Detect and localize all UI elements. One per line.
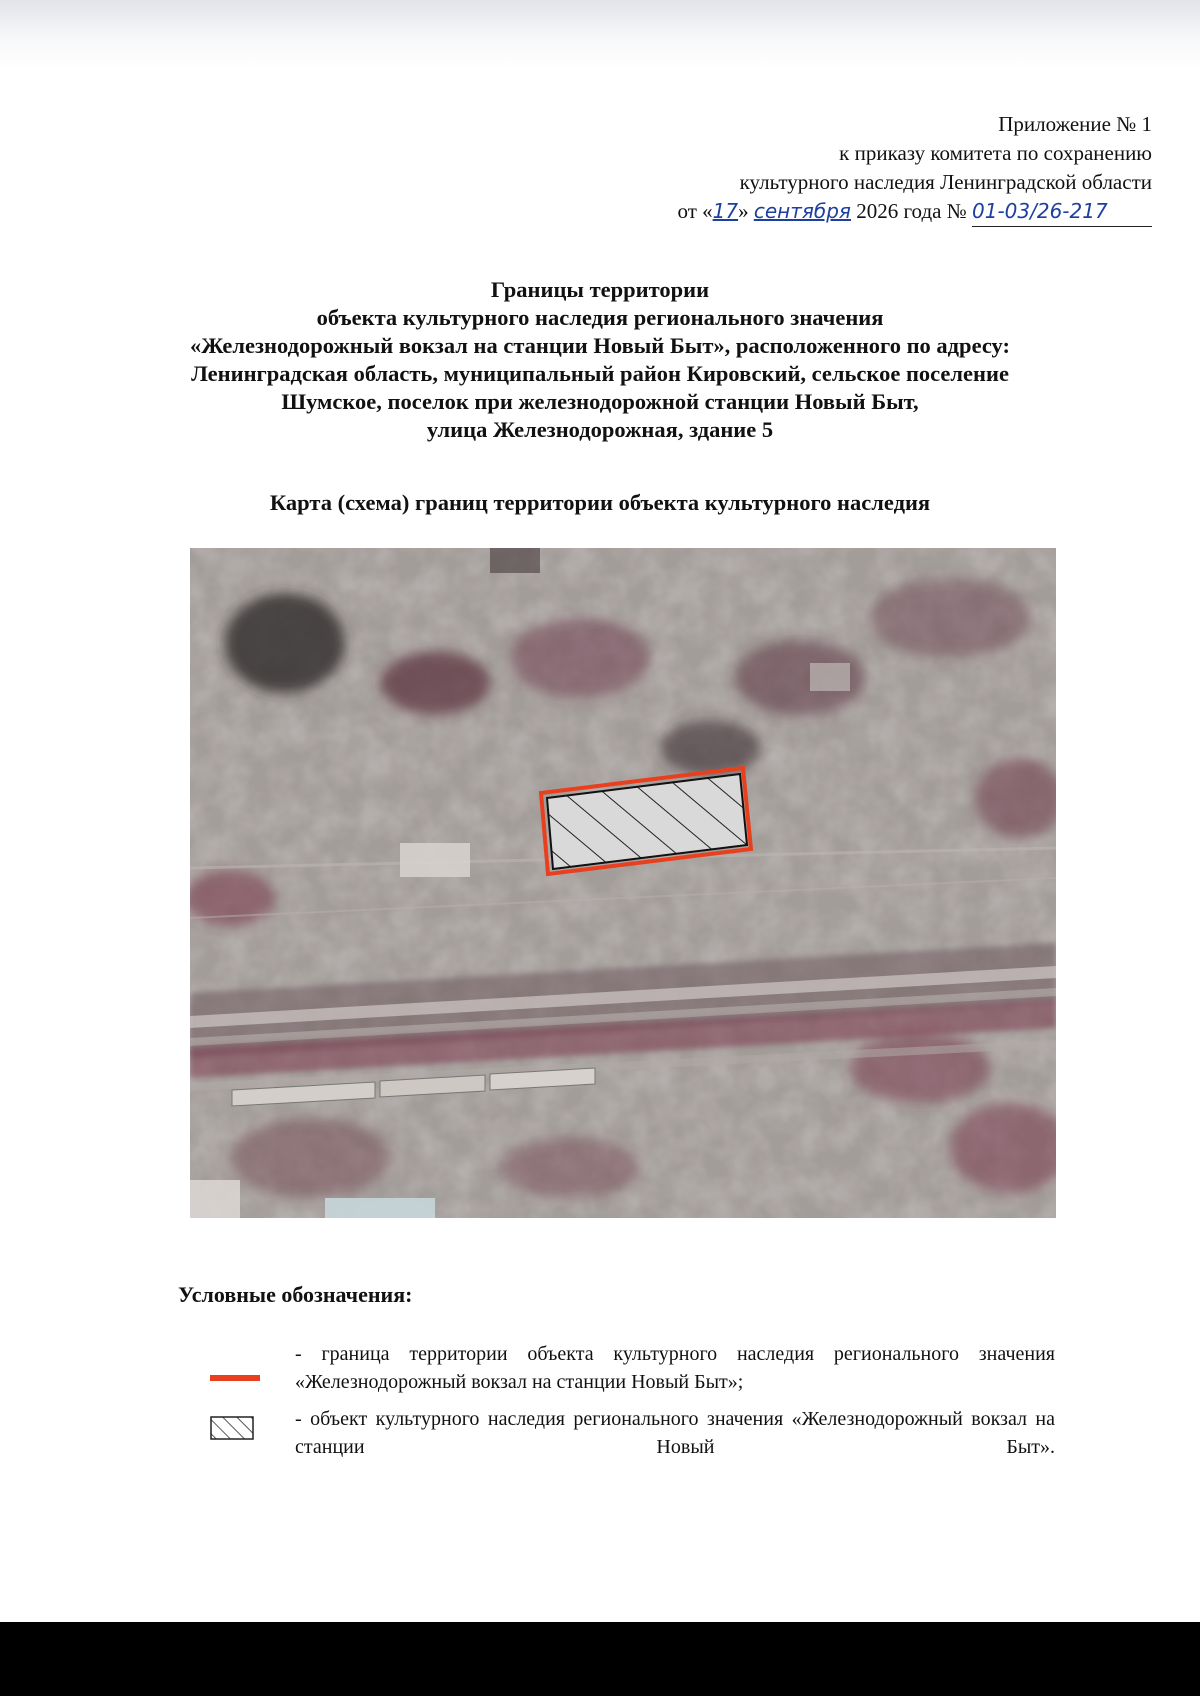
date-prefix: от « bbox=[677, 199, 713, 223]
document-title bbox=[60, 276, 1140, 444]
appendix-line-2: к приказу комитета по сохранению bbox=[839, 141, 1152, 165]
scan-bottom-band bbox=[0, 1622, 1200, 1696]
appendix-line-1: Приложение № 1 bbox=[998, 112, 1152, 136]
title-line-3: «Железнодорожный вокзал на станции Новый Быт», расположенного по адресу: bbox=[190, 333, 1010, 358]
legend-boundary-text: - граница территории объекта культурного наследия регионального значения «Железнодорожный вокзал на станции Новый Быт»; bbox=[295, 1343, 1055, 1393]
map-image bbox=[190, 548, 1056, 1218]
date-mid: » bbox=[738, 199, 749, 223]
map-title: Карта (схема) границ территории объекта культурного наследия bbox=[269, 490, 931, 515]
legend-item-boundary bbox=[210, 1340, 1055, 1400]
legend-title: Условные обозначения: bbox=[178, 1282, 413, 1307]
hatched-object-symbol bbox=[210, 1405, 260, 1445]
handwritten-month: сентября bbox=[753, 199, 851, 223]
scan-shadow bbox=[0, 0, 1200, 70]
legend-item-object bbox=[210, 1405, 1055, 1465]
title-line-5: Шумское, поселок при железнодорожной станции Новый Быт, bbox=[281, 389, 919, 414]
appendix-line-3: культурного наследия Ленинградской области bbox=[739, 170, 1152, 194]
title-line-1: Границы территории bbox=[490, 277, 710, 302]
appendix-header bbox=[532, 110, 1152, 227]
date-year: 2026 года № bbox=[856, 199, 967, 223]
satellite-map bbox=[190, 548, 1056, 1218]
boundary-line-symbol bbox=[210, 1340, 260, 1400]
legend-object-text: - объект культурного наследия регионального значения «Железнодорожный вокзал на станции Новый Быт». bbox=[295, 1408, 1055, 1458]
appendix-date-line bbox=[532, 197, 1152, 227]
title-line-2: объекта культурного наследия регионального значения bbox=[316, 305, 884, 330]
handwritten-order-number: 01-03/26-217 bbox=[972, 197, 1152, 227]
title-line-4: Ленинградская область, муниципальный район Кировский, сельское поселение bbox=[191, 361, 1009, 386]
handwritten-day: 17 bbox=[712, 199, 739, 223]
title-line-6: улица Железнодорожная, здание 5 bbox=[426, 417, 774, 442]
